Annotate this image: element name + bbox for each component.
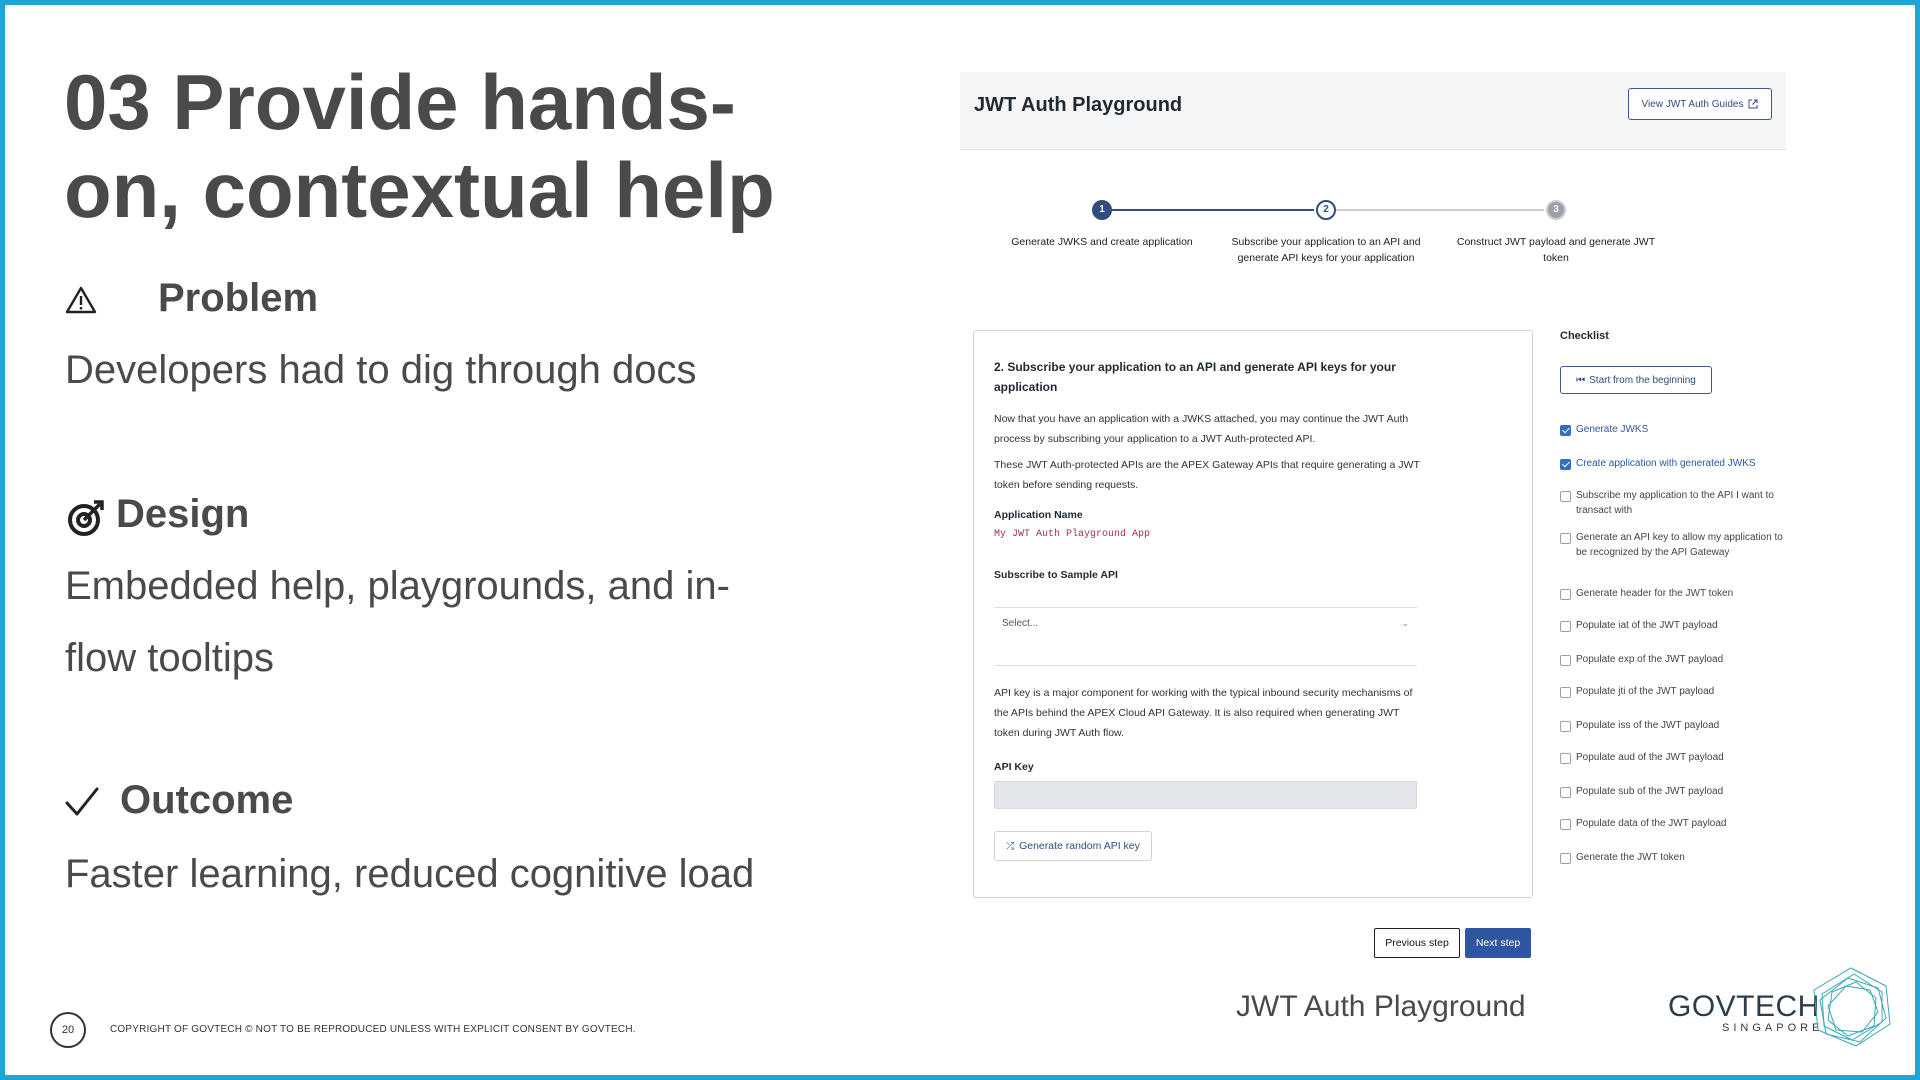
api-key-label: API Key xyxy=(994,761,1034,773)
outcome-heading-text: Outcome xyxy=(120,778,294,822)
checklist-checkbox[interactable] xyxy=(1560,491,1571,502)
slide-title: 03 Provide hands-on, contextual help xyxy=(64,58,775,234)
sample-api-select-placeholder: Select... xyxy=(1002,618,1039,629)
card-paragraph-3: API key is a major component for working with the typical inbound security mechanisms of the APIs behind the APEX Cloud API Gateway. It is also required when generating JWT token during JWT Auth flow. xyxy=(994,687,1413,739)
card-paragraph-2: These JWT Auth-protected APIs are the APEX Gateway APIs that require generating a JWT token before sending requests. xyxy=(994,459,1420,491)
generate-api-key-label: Generate random API key xyxy=(1019,840,1140,852)
checklist-checkbox[interactable] xyxy=(1560,787,1571,798)
checklist-checkbox[interactable] xyxy=(1560,687,1571,698)
page-number: 20 xyxy=(50,1012,86,1048)
checklist-item-label: Populate data of the JWT payload xyxy=(1576,818,1727,829)
warning-icon xyxy=(64,282,98,316)
copyright-notice: COPYRIGHT OF GOVTECH © NOT TO BE REPRODUCED UNLESS WITH EXPLICIT CONSENT BY GOVTECH. xyxy=(110,1024,636,1035)
checklist-item-label: Generate the JWT token xyxy=(1576,852,1685,863)
design-heading xyxy=(66,492,249,537)
design-body: Embedded help, playgrounds, and in-flow tooltips xyxy=(65,564,730,680)
govtech-logo-text: GOVTECH xyxy=(1668,990,1820,1023)
checklist-checkbox[interactable] xyxy=(1560,533,1571,544)
checklist-item[interactable] xyxy=(1560,652,1786,667)
checklist-checkbox[interactable] xyxy=(1560,425,1571,436)
checklist-checkbox[interactable] xyxy=(1560,459,1571,470)
checklist-item[interactable] xyxy=(1560,586,1786,601)
checklist-item[interactable] xyxy=(1560,488,1786,518)
app-header xyxy=(960,72,1786,150)
checklist-item[interactable] xyxy=(1560,816,1786,831)
checklist-item-label: Subscribe my application to the API I want to transact with xyxy=(1576,490,1774,516)
screenshot-caption: JWT Auth Playground xyxy=(1236,990,1526,1023)
step-3-label: Construct JWT payload and generate JWT token xyxy=(1456,236,1656,264)
generate-api-key-button[interactable] xyxy=(994,831,1152,861)
step-connector-complete xyxy=(1102,209,1314,211)
rewind-icon: ⏮ xyxy=(1576,374,1586,386)
design-heading-text: Design xyxy=(116,492,250,536)
sample-api-select[interactable] xyxy=(994,607,1417,637)
target-icon xyxy=(66,498,100,532)
checklist-item[interactable] xyxy=(1560,750,1786,765)
checklist-item[interactable] xyxy=(1560,456,1786,471)
outcome-body: Faster learning, reduced cognitive load xyxy=(65,852,755,896)
checklist-checkbox[interactable] xyxy=(1560,753,1571,764)
checklist-item-label: Generate header for the JWT token xyxy=(1576,588,1734,599)
start-over-button[interactable] xyxy=(1560,366,1712,394)
checklist-item-label: Populate iat of the JWT payload xyxy=(1576,620,1718,631)
step-3-indicator[interactable]: 3 xyxy=(1546,200,1566,220)
next-step-button[interactable]: Next step xyxy=(1465,928,1531,958)
outcome-heading xyxy=(64,778,293,823)
checklist-item-label: Generate an API key to allow my application to be recognized by the API Gateway xyxy=(1576,532,1783,558)
shuffle-icon: ⤮ xyxy=(1006,840,1015,852)
checklist-item[interactable] xyxy=(1560,422,1786,437)
divider xyxy=(994,665,1417,666)
api-key-input[interactable] xyxy=(994,781,1417,809)
checklist-item[interactable] xyxy=(1560,618,1786,633)
checklist-item-label: Populate iss of the JWT payload xyxy=(1576,720,1720,731)
view-guides-button[interactable] xyxy=(1628,88,1772,120)
progress-stepper xyxy=(960,192,1786,272)
step-connector-pending xyxy=(1334,209,1544,211)
card-heading: 2. Subscribe your application to an API and generate API keys for your application xyxy=(994,360,1396,394)
checkmark-icon xyxy=(64,784,98,818)
checklist-checkbox[interactable] xyxy=(1560,621,1571,632)
checklist-checkbox[interactable] xyxy=(1560,655,1571,666)
jwt-playground-screenshot xyxy=(960,72,1786,972)
checklist-item-label: Populate exp of the JWT payload xyxy=(1576,654,1724,665)
chevron-down-icon: ⌄ xyxy=(1401,618,1409,628)
checklist-item-label: Generate JWKS xyxy=(1576,424,1649,435)
checklist-item[interactable] xyxy=(1560,530,1786,560)
checklist-item[interactable] xyxy=(1560,684,1786,699)
checklist-item-label: Populate jti of the JWT payload xyxy=(1576,686,1715,697)
checklist-title: Checklist xyxy=(1560,330,1609,342)
app-name-label: Application Name xyxy=(994,509,1083,521)
step-1-label: Generate JWKS and create application xyxy=(1011,236,1193,248)
checklist-checkbox[interactable] xyxy=(1560,819,1571,830)
problem-body: Developers had to dig through docs xyxy=(65,348,697,392)
checklist-checkbox[interactable] xyxy=(1560,589,1571,600)
checklist-checkbox[interactable] xyxy=(1560,853,1571,864)
previous-step-button[interactable]: Previous step xyxy=(1374,928,1460,958)
govtech-logo-mark-icon xyxy=(1808,964,1894,1050)
step-2-indicator[interactable]: 2 xyxy=(1316,200,1336,220)
subscribe-api-label: Subscribe to Sample API xyxy=(994,569,1118,581)
checklist-item[interactable] xyxy=(1560,850,1786,865)
step-content-card xyxy=(973,330,1533,898)
checklist-item-label: Populate aud of the JWT payload xyxy=(1576,752,1724,763)
problem-heading xyxy=(64,276,318,321)
problem-heading-text: Problem xyxy=(158,276,319,320)
view-guides-label: View JWT Auth Guides xyxy=(1641,98,1744,110)
step-1-indicator[interactable]: 1 xyxy=(1092,200,1112,220)
app-title: JWT Auth Playground xyxy=(974,94,1183,116)
checklist-checkbox[interactable] xyxy=(1560,721,1571,732)
checklist-item-label: Populate sub of the JWT payload xyxy=(1576,786,1724,797)
checklist-item[interactable] xyxy=(1560,718,1786,733)
govtech-logo-subtext: SINGAPORE xyxy=(1722,1022,1824,1034)
card-paragraph-1: Now that you have an application with a JWKS attached, you may continue the JWT Auth process by subscribing your application to a JWT Auth-protected API. xyxy=(994,413,1409,445)
checklist-item-label: Create application with generated JWKS xyxy=(1576,458,1756,469)
external-link-icon xyxy=(1748,99,1758,109)
step-2-label: Subscribe your application to an API and generate API keys for your application xyxy=(1231,236,1421,264)
checklist-item[interactable] xyxy=(1560,784,1786,799)
start-over-label: Start from the beginning xyxy=(1589,374,1696,386)
app-name-value: My JWT Auth Playground App xyxy=(994,529,1151,540)
